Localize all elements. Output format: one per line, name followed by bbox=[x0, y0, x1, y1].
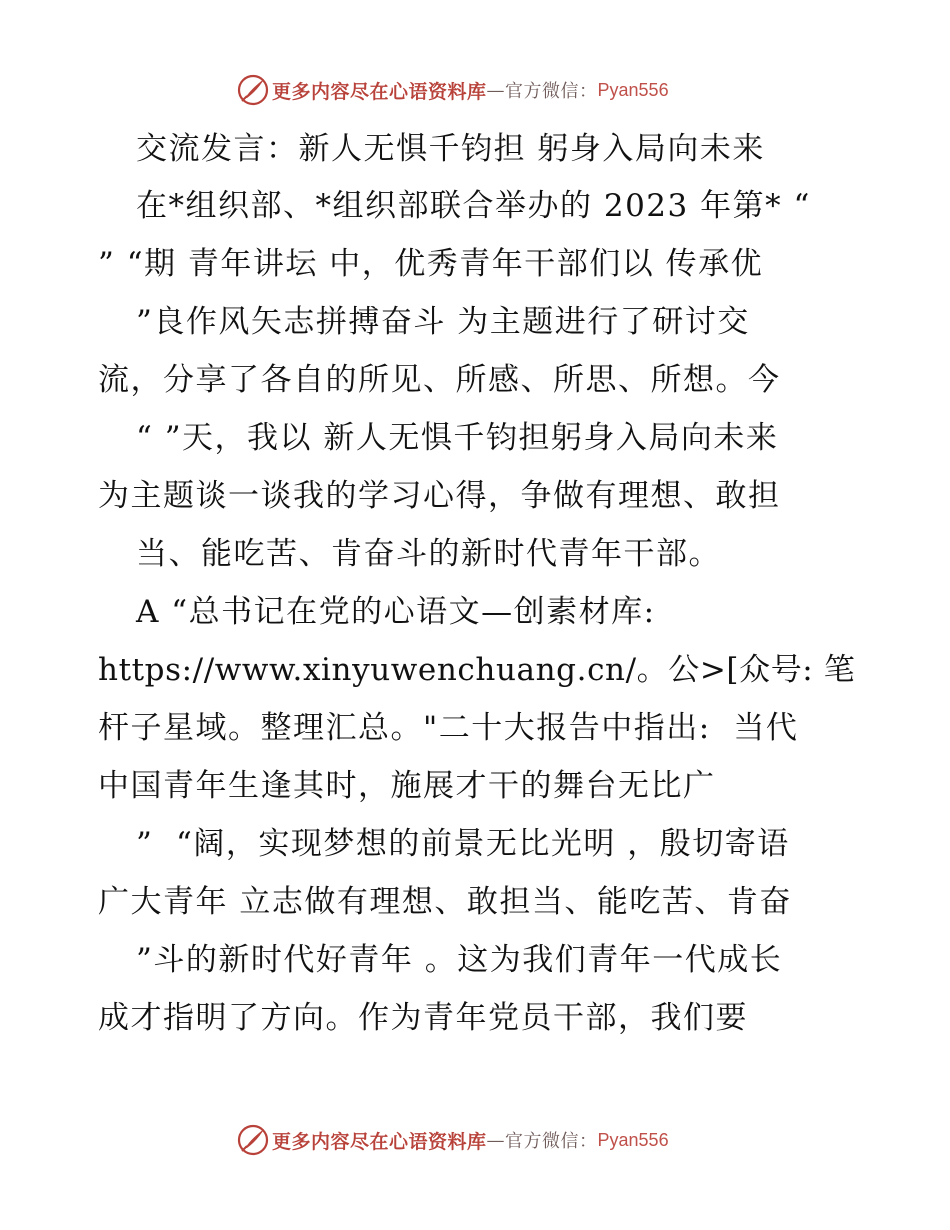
banner-wechat-id: Pyan556 bbox=[597, 1129, 669, 1150]
text-line: ”良作风矢志拼搏奋斗 为主题进行了研讨交 bbox=[136, 304, 750, 340]
text-line: 在*组织部、*组织部联合举办的 2023 年第* “ bbox=[136, 188, 811, 224]
text-line: 成才指明了方向。作为青年党员干部，我们要 bbox=[98, 1000, 748, 1036]
text-line: 流，分享了各自的所见、所感、所思、所想。今 bbox=[98, 362, 781, 398]
text-line: “ ”天，我以 新人无惧千钧担躬身入局向未来 bbox=[136, 420, 779, 456]
text-line: ” “期 青年讲坛 中，优秀青年干部们以 传承优 bbox=[98, 246, 764, 282]
text-line-url: https://www.xinyuwenchuang.cn/。公>[众号: 笔 bbox=[98, 652, 856, 688]
quill-pen-logo-icon bbox=[236, 1123, 270, 1157]
text-line: 为主题谈一谈我的学习心得，争做有理想、敢担 bbox=[98, 478, 781, 514]
text-line: ” “阔，实现梦想的前景无比光明 ，殷切寄语 bbox=[136, 826, 790, 862]
banner-wechat-label: 官方微信： bbox=[505, 1131, 598, 1152]
banner-dash: — bbox=[486, 1129, 506, 1151]
banner-dash: — bbox=[486, 79, 506, 101]
text-line: 杆子星域。整理汇总。"二十大报告中指出: 当代 bbox=[98, 710, 799, 746]
text-line: 中国青年生逢其时，施展才干的舞台无比广 bbox=[98, 768, 716, 804]
text-line: 广大青年 立志做有理想、敢担当、能吃苦、肯奋 bbox=[98, 884, 792, 920]
banner-promo-text: 更多内容尽在心语资料库 bbox=[272, 1130, 487, 1153]
banner-wechat-label: 官方微信： bbox=[505, 81, 598, 102]
text-line: 当、能吃苦、肯奋斗的新时代青年干部。 bbox=[136, 536, 721, 572]
footer-banner bbox=[236, 1122, 669, 1158]
banner-promo-text: 更多内容尽在心语资料库 bbox=[272, 80, 487, 103]
text-line: A “总书记在党的心语文—创素材库: bbox=[136, 594, 656, 630]
document-title-line: 交流发言：新人无惧千钧担 躬身入局向未来 bbox=[136, 131, 765, 167]
banner-wechat-id: Pyan556 bbox=[597, 79, 669, 100]
text-line: ”斗的新时代好青年 。这为我们青年一代成长 bbox=[136, 942, 783, 978]
